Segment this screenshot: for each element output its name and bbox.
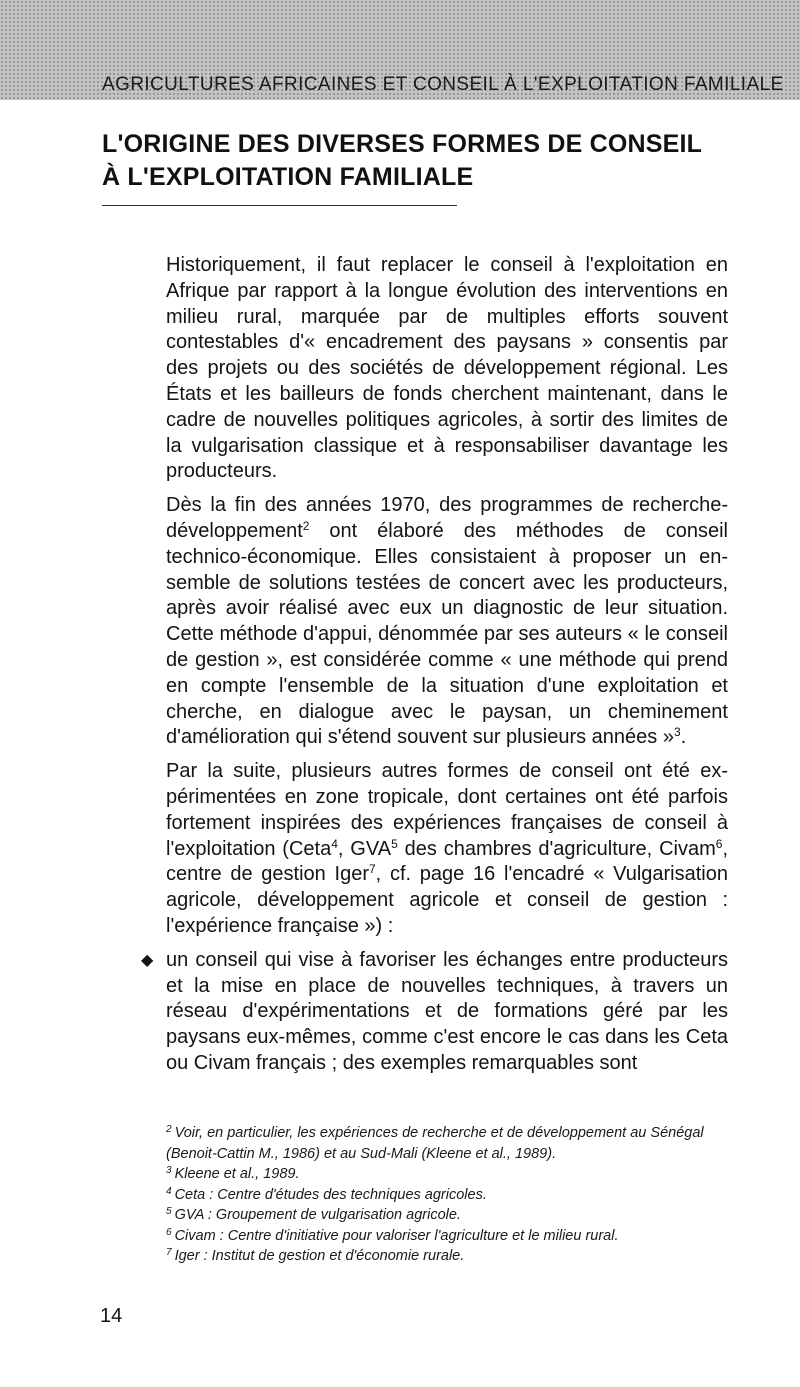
page-number: 14 bbox=[100, 1305, 123, 1327]
footnote-text: GVA : Groupement de vulgarisation agricole. bbox=[174, 1207, 461, 1223]
bullet-list bbox=[141, 948, 728, 1077]
paragraph-2-text-b: ont élaboré des méthodes de conseil technico-économique. Elles consistaient à proposer un ensemble de solutions testées de concert avec les producteurs, après avoir réalisé avec eux un diagnostic de leur situation. Cette méthode d'appui, dénommée par ses auteurs « le conseil de gestion », est considérée comme « une méthode qui prend en compte l'ensemble de la situation d'une exploitation et cherche, en dialogue avec le paysan, un cheminement d'amélioration qui s'étend souvent sur plusieurs années » bbox=[166, 519, 728, 749]
footnote bbox=[166, 1226, 746, 1247]
footnote bbox=[166, 1205, 746, 1226]
footnote-ref-4[interactable]: 4 bbox=[331, 836, 338, 851]
running-header bbox=[0, 0, 800, 100]
bullet-text: un conseil qui vise à favoriser les échanges entre producteurs et la mise en place de nouvelles techniques, à travers un réseau d'expérimentations et de formations géré par les paysans eux-mêmes, comme c'est encore le cas dans les Ceta ou Civam français ; des exemples remarquables sont bbox=[166, 948, 728, 1074]
footnote-text: Civam : Centre d'initiative pour valoriser l'agriculture et le milieu rural. bbox=[174, 1227, 619, 1244]
footnote bbox=[166, 1246, 746, 1267]
paragraph-3-text-c: des chambres d'agriculture, Civam bbox=[397, 837, 716, 860]
footnote-number: 6 bbox=[166, 1226, 172, 1238]
chapter-title-line-2: À L'EXPLOITATION FAMILIALE bbox=[102, 163, 474, 191]
paragraph-3-text-a: Par la suite, plusieurs autres formes de conseil ont été expérimentées en zone tropicale, dont certaines ont été parfois fortement inspirées des expériences françaises de conseil à l'exploitation (Ceta bbox=[166, 760, 728, 860]
footnote-text: Ceta : Centre d'études des techniques agricoles. bbox=[174, 1186, 487, 1203]
paragraph-3 bbox=[166, 759, 728, 940]
paragraph-1: Historiquement, il faut replacer le conseil à l'exploitation en Afrique par rapport à la longue évolution des interventions en milieu rural, marquée par de multiples efforts souvent contestables d'« encadrement des paysans » consentis par des projets ou des sociétés de développement régional. Les États et les bailleurs de fonds cherchent maintenant, dans le cadre de nouvelles politiques agricoles, à sortir des limites de la vulgarisation classique et à responsabiliser davantage les producteurs. bbox=[166, 254, 728, 483]
title-divider bbox=[102, 205, 457, 206]
paragraph-3-text-b: , GVA bbox=[337, 837, 392, 860]
footnote-ref-3[interactable]: 3 bbox=[673, 725, 681, 740]
paragraph-3-text-d: , centre de gestion Iger bbox=[166, 837, 728, 886]
footnote-number: 2 bbox=[166, 1124, 172, 1135]
footnote-number: 7 bbox=[166, 1247, 172, 1258]
paragraph-3-text-e: , cf. page 16 l'encadré « Vulgarisation agricole, développement agricole et conseil de gestion : l'expérience française ») : bbox=[166, 863, 728, 937]
body-text bbox=[141, 253, 728, 1077]
footnote-text: Voir, en particulier, les expériences de recherche et de développement au Sénégal (Benoit-Cattin M., 1986) et au Sud-Mali (Kleene et al., 1989). bbox=[166, 1125, 704, 1162]
chapter-title-line-1: L'ORIGINE DES DIVERSES FORMES DE CONSEIL bbox=[102, 130, 703, 158]
footnote-number: 5 bbox=[166, 1206, 172, 1217]
footnote bbox=[166, 1164, 746, 1185]
paragraph-2-end: . bbox=[680, 726, 687, 749]
footnote-number: 3 bbox=[166, 1165, 172, 1176]
chapter-title bbox=[102, 128, 742, 194]
footnote-text: Iger : Institut de gestion et d'économie rurale. bbox=[174, 1248, 465, 1264]
paragraph-2 bbox=[166, 493, 728, 751]
footnote-ref-5[interactable]: 5 bbox=[391, 836, 398, 851]
bullet-item bbox=[141, 948, 728, 1077]
running-header-title: AGRICULTURES AFRICAINES ET CONSEIL À L'EXPLOITATION FAMILIALE bbox=[102, 74, 784, 95]
footnote-ref-2[interactable]: 2 bbox=[302, 518, 310, 533]
footnote-number: 4 bbox=[166, 1185, 172, 1197]
paragraph-2-text-a: Dès la fin des années 1970, des programmes de recherche-développement bbox=[166, 494, 728, 542]
footnote bbox=[166, 1185, 746, 1206]
footnote-ref-6[interactable]: 6 bbox=[715, 836, 723, 851]
footnote-text: Kleene et al., 1989. bbox=[174, 1166, 300, 1182]
footnotes bbox=[166, 1123, 746, 1267]
footnote bbox=[166, 1123, 746, 1164]
footnote-ref-7[interactable]: 7 bbox=[368, 862, 376, 877]
diamond-bullet-icon: ◆ bbox=[141, 951, 154, 969]
